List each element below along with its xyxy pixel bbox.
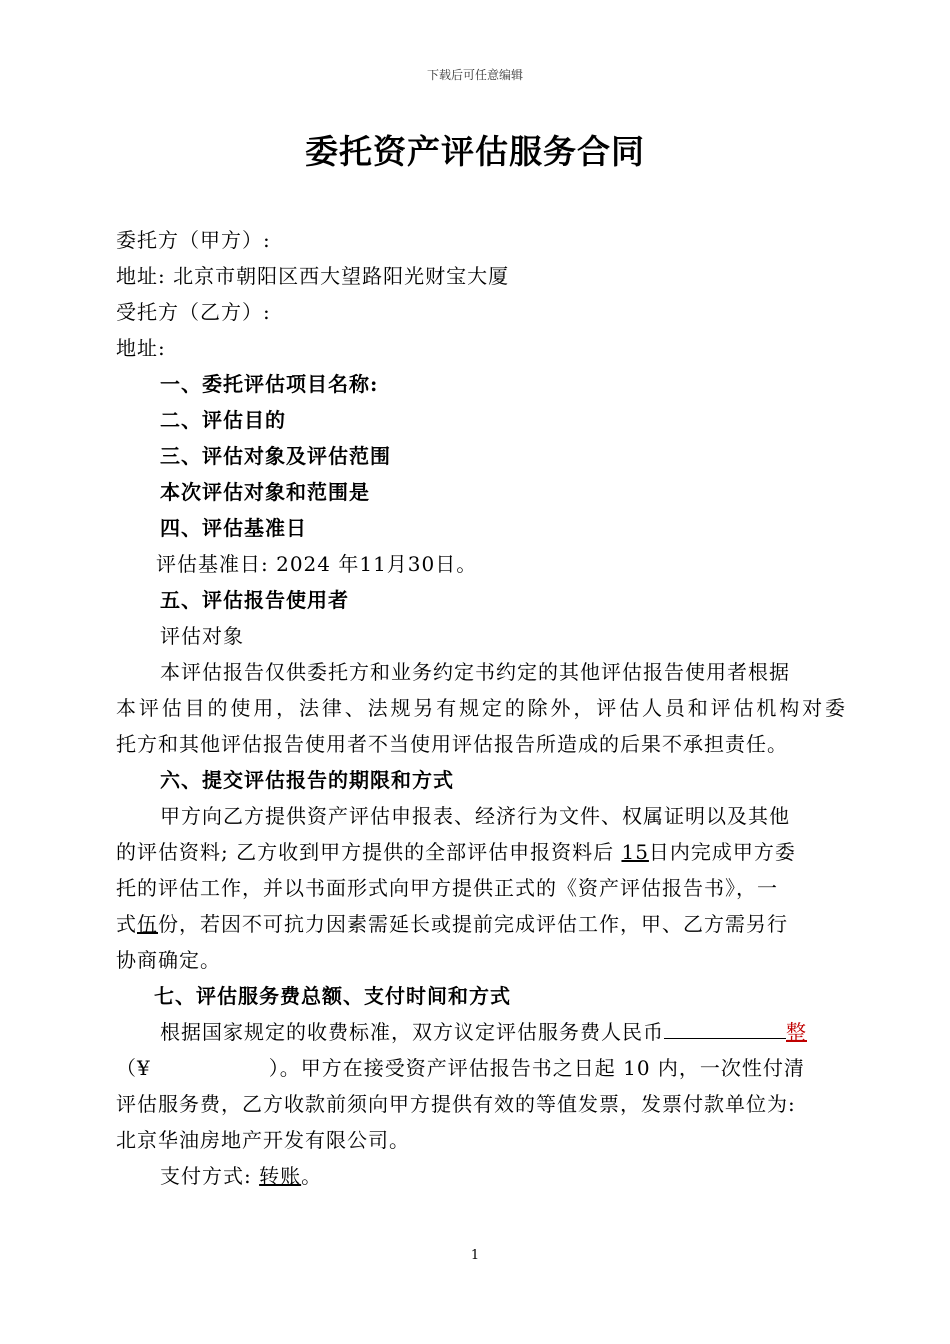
party-b-address: 地址: [116, 336, 166, 360]
payment-method-line: 支付方式: 转账。 [160, 1164, 323, 1188]
section-5-para-line: 本评估报告仅供委托方和业务约定书约定的其他评估报告使用者根据 [160, 660, 790, 684]
section-5-para-line: 本评估目的使用，法律、法规另有规定的除外，评估人员和评估机构对委 [116, 696, 846, 720]
section-7-para-line: （¥ ）。甲方在接受资产评估报告书之日起 10 内，一次性付清 [116, 1056, 805, 1080]
section-6-para-line: 托的评估工作，并以书面形式向甲方提供正式的《资产评估报告书》，一 [116, 876, 778, 900]
section-1-heading: 一、委托评估项目名称: [160, 372, 379, 396]
page-number: 1 [470, 1248, 480, 1263]
section-4-text: 评估基准日: 2024 年11月30日。 [156, 552, 478, 576]
section-5-subheading: 评估对象 [160, 624, 244, 648]
section-5-para-line: 托方和其他评估报告使用者不当使用评估报告所造成的后果不承担责任。 [116, 732, 788, 756]
party-b-label: 受托方（乙方）: [116, 300, 271, 324]
page-header: 下载后可任意编辑 [426, 68, 523, 82]
section-6-para-line: 协商确定。 [116, 948, 221, 972]
party-a-address: 地址: 北京市朝阳区西大望路阳光财宝大厦 [116, 264, 510, 288]
section-7-para-line: 北京华油房地产开发有限公司。 [116, 1128, 410, 1152]
fee-amount-blank [664, 1020, 786, 1039]
section-6-para-line: 的评估资料; 乙方收到甲方提供的全部评估申报资料后 15日内完成甲方委 [116, 840, 796, 864]
delivery-days: 15 [621, 840, 649, 864]
section-6-para-line: 式伍份，若因不可抗力因素需延长或提前完成评估工作，甲、乙方需另行 [116, 912, 788, 936]
section-7-heading: 七、评估服务费总额、支付时间和方式 [154, 984, 511, 1008]
copies-count: 伍 [137, 912, 158, 936]
section-6-para-line: 甲方向乙方提供资产评估申报表、经济行为文件、权属证明以及其他 [160, 804, 790, 828]
section-2-heading: 二、评估目的 [160, 408, 286, 432]
section-6-heading: 六、提交评估报告的期限和方式 [160, 768, 454, 792]
section-4-heading: 四、评估基准日 [160, 516, 307, 540]
section-3-heading: 三、评估对象及评估范围 [160, 444, 391, 468]
section-3-text: 本次评估对象和范围是 [160, 480, 370, 504]
party-a-label: 委托方（甲方）: [116, 228, 271, 252]
section-7-para-line: 评估服务费，乙方收款前须向甲方提供有效的等值发票，发票付款单位为: [116, 1092, 796, 1116]
section-5-heading: 五、评估报告使用者 [160, 588, 349, 612]
payment-method-value: 转账 [259, 1164, 302, 1188]
page-title: 委托资产评估服务合同 [305, 132, 645, 171]
fee-zheng-mark: 整 [786, 1020, 807, 1044]
section-7-para-line: 根据国家规定的收费标准，双方议定评估服务费人民币 整 [160, 1020, 807, 1044]
